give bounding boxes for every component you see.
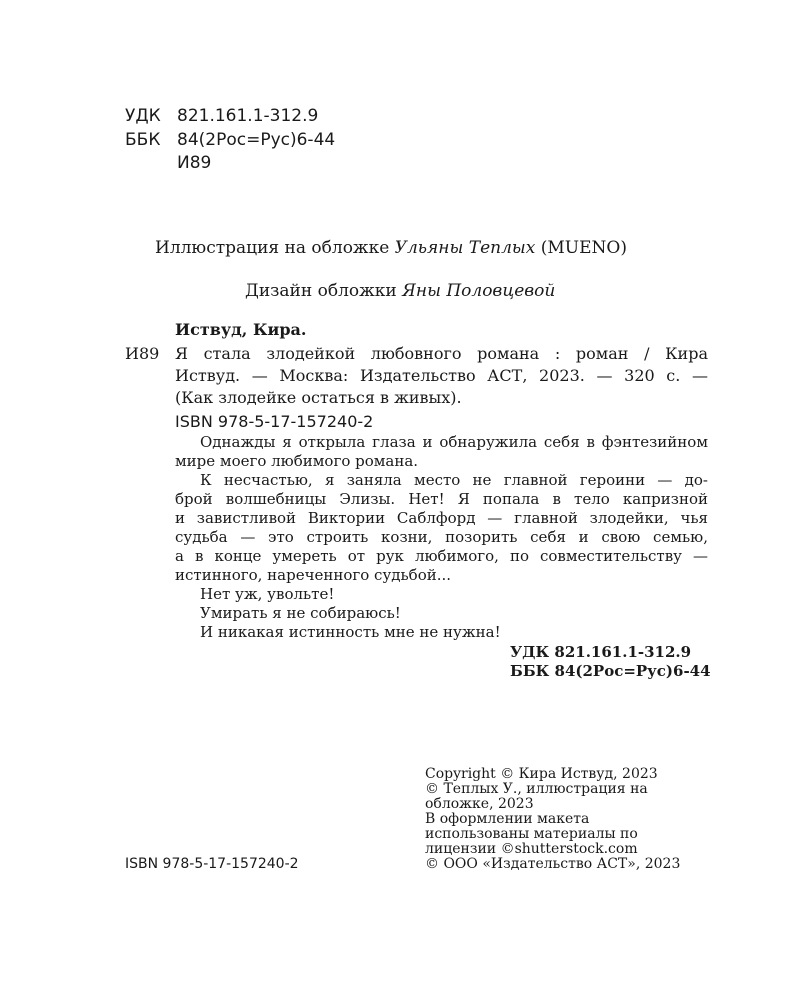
udk-label: УДК [125,106,161,126]
footer-isbn: ISBN 978-5-17-157240-2 [125,856,299,872]
illustration-credit [155,238,627,258]
copyright-line: обложке, 2023 [425,796,534,812]
record-desc-line: (Как злодейке остаться в живых). [175,388,462,407]
design-credit [245,281,555,301]
annotation-line: судьба — это строить козни, позорить себя и свою семью, [175,528,708,546]
bbk-value: 84(2Рос=Рус)6-44 [177,130,336,150]
record-mark: И89 [125,344,160,363]
annotation-line: истинного, нареченного судьбой... [175,566,452,584]
annotation-line: Однажды я открыла глаза и обнаружила себя в фэнтезийном [200,433,708,451]
udk-footer: УДК 821.161.1-312.9 [510,643,692,661]
annotation-line: Нет уж, увольте! [200,585,335,603]
annotation-line: мире моего любимого романа. [175,452,419,470]
copyright-line: лицензии ©shutterstock.com [425,841,638,857]
annotation-line: а в конце умереть от рук любимого, по совместительству — [175,547,708,565]
designer-name: Яны Половцевой [402,281,556,301]
record-desc-line: Иствуд. — Москва: Издательство АСТ, 2023. — 320 с. — [175,366,708,385]
annotation-line: брой волшебницы Элизы. Нет! Я попала в тело капризной [175,490,708,508]
bbk-footer: ББК 84(2Рос=Рус)6-44 [510,662,711,680]
record-isbn: ISBN 978-5-17-157240-2 [175,412,374,431]
author-mark: И89 [177,153,212,173]
annotation-line: Умирать я не собираюсь! [200,604,401,622]
annotation-line: И никакая истинность мне не нужна! [200,623,501,641]
bbk-label: ББК [125,130,161,150]
record-heading: Иствуд, Кира. [175,320,307,339]
copyright-line: © ООО «Издательство АСТ», 2023 [425,856,681,872]
copyright-line: Copyright © Кира Иствуд, 2023 [425,766,658,782]
copyright-line: использованы материалы по [425,826,638,842]
annotation-line: и завистливой Виктории Саблфорд — главной злодейки, чья [175,509,708,527]
annotation-line: К несчастью, я заняла место не главной героини — до- [200,471,708,489]
illustrator-name: Ульяны Теплых [394,238,536,258]
copyright-line: © Теплых У., иллюстрация на [425,781,648,797]
copyright-line: В оформлении макета [425,811,590,827]
illustration-suffix: (MUENO) [540,238,627,258]
record-desc-line: Я стала злодейкой любовного романа : роман / Кира [175,344,708,363]
udk-value: 821.161.1-312.9 [177,106,319,126]
illustration-prefix: Иллюстрация на обложке [155,238,390,258]
design-prefix: Дизайн обложки [245,281,397,301]
